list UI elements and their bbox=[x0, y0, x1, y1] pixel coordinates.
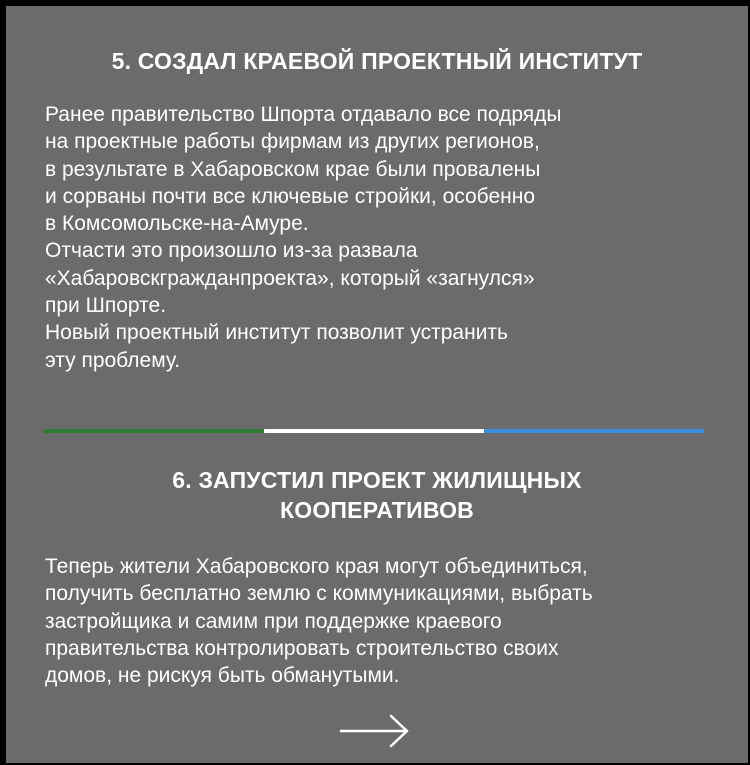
section-6-text bbox=[45, 553, 725, 689]
text-line: Новый проектный институт позволит устранить bbox=[45, 321, 508, 345]
text-line: эту проблему. bbox=[45, 348, 181, 372]
section-6-title-line: 6. ЗАПУСТИЛ ПРОЕКТ ЖИЛИЩНЫХ bbox=[172, 467, 582, 493]
section-5-text bbox=[45, 101, 725, 374]
content-card bbox=[6, 6, 748, 763]
text-line: на проектные работы фирмам из других регионов, bbox=[45, 130, 540, 154]
text-line: застройщика и самим при поддержке краевого bbox=[45, 609, 502, 633]
section-6-title bbox=[6, 465, 748, 525]
text-line: Отчасти это произошло из-за развала bbox=[45, 239, 418, 263]
text-line: и сорваны почти все ключевые стройки, особенно bbox=[45, 184, 536, 208]
section-6-title-line: КООПЕРАТИВОВ bbox=[280, 497, 474, 523]
text-line: получить бесплатно землю с коммуникациями, выбрать bbox=[45, 582, 593, 606]
text-line: домов, не рискуя быть обманутыми. bbox=[45, 664, 400, 688]
text-line: в Комсомольске-на-Амуре. bbox=[45, 212, 309, 236]
text-line: при Шпорте. bbox=[45, 294, 167, 318]
text-line: «Хабаровскгражданпроекта», который «загнулся» bbox=[45, 266, 535, 290]
arrow-right-icon[interactable] bbox=[339, 713, 411, 749]
text-line: в результате в Хабаровском крае были провалены bbox=[45, 157, 541, 181]
text-line: правительства контролировать строительство своих bbox=[45, 636, 559, 660]
divider-green-segment bbox=[44, 429, 264, 433]
text-line: Ранее правительство Шпорта отдавало все подряды bbox=[45, 103, 562, 126]
section-5-title: 5. СОЗДАЛ КРАЕВОЙ ПРОЕКТНЫЙ ИНСТИТУТ bbox=[111, 48, 643, 74]
text-line: Теперь жители Хабаровского края могут объединиться, bbox=[45, 555, 588, 578]
tricolor-divider bbox=[44, 429, 704, 433]
divider-blue-segment bbox=[484, 429, 704, 433]
divider-white-segment bbox=[264, 429, 484, 433]
